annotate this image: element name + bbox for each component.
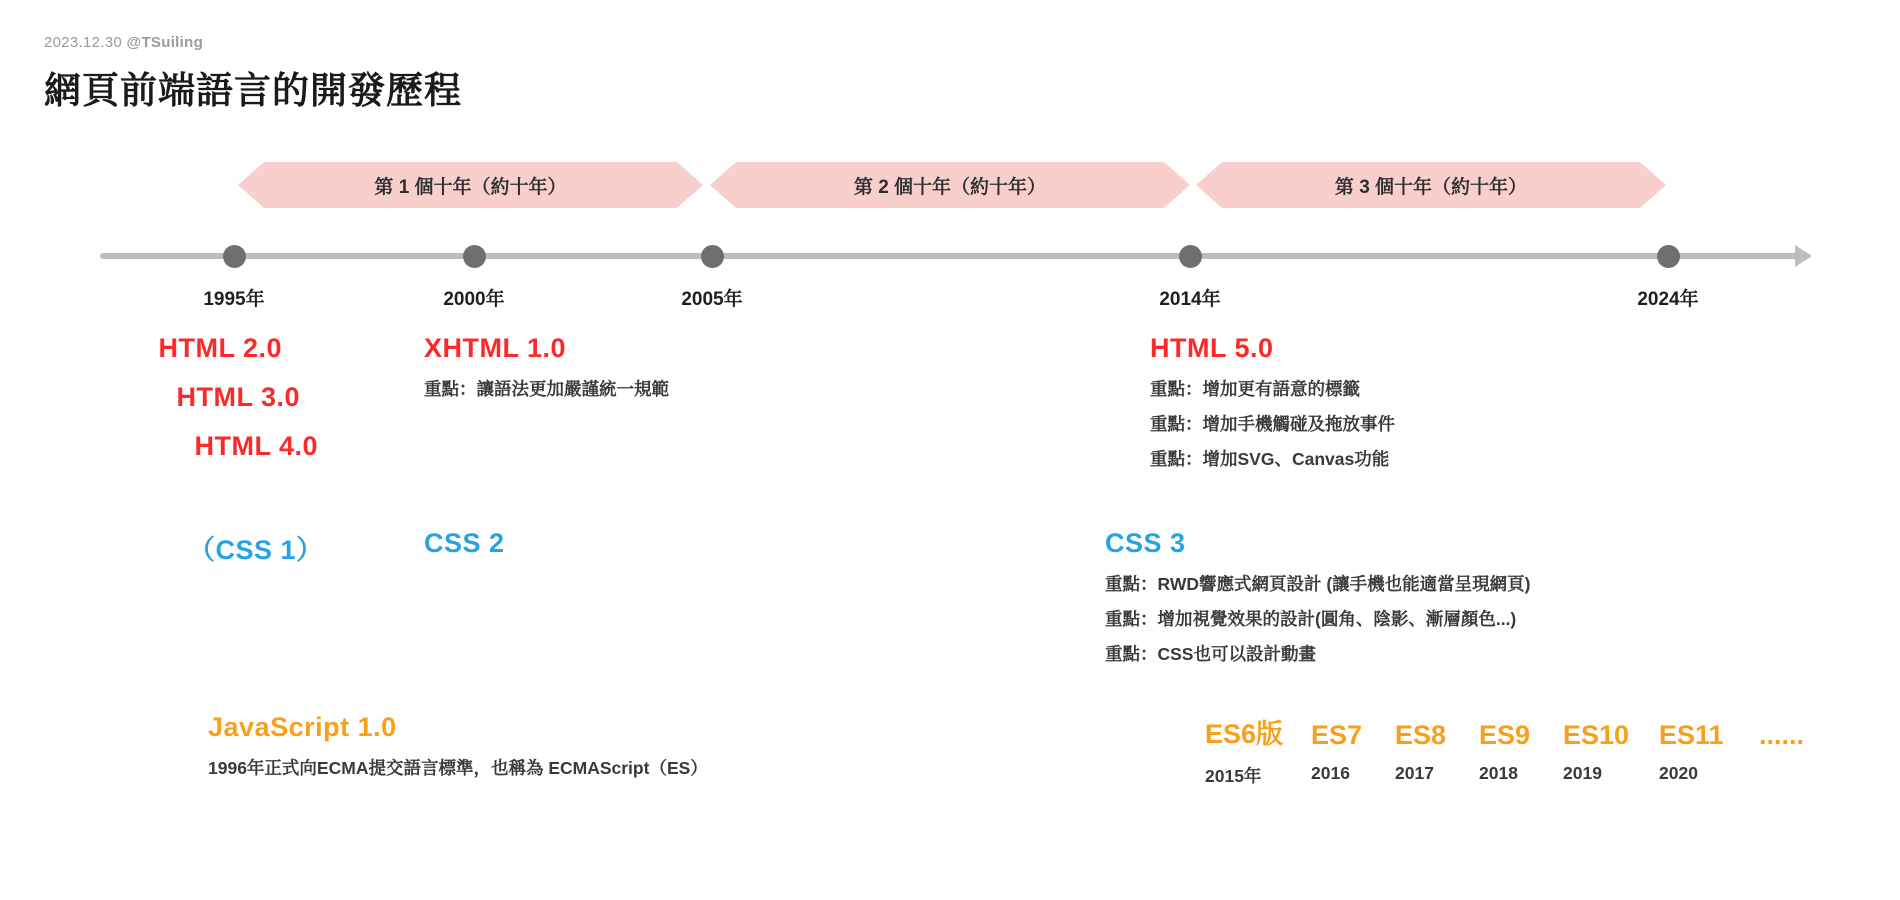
es-version: ES6版 — [1205, 719, 1284, 749]
es-year: 2020 — [1659, 763, 1698, 783]
decade-band-1 — [238, 162, 703, 208]
es-version-more: ...... — [1759, 720, 1805, 750]
css3-note-1: 重點：RWD響應式網頁設計 (讓手機也能適當呈現網頁) — [1105, 574, 1531, 594]
meta-date: 2023.12.30 — [44, 34, 123, 51]
es-version: ES10 — [1563, 720, 1630, 750]
decade-band-3 — [1196, 162, 1666, 208]
html-version-4: HTML 4.0 — [194, 431, 318, 461]
html-early-versions-group — [0, 333, 390, 462]
es-year: 2019 — [1563, 763, 1602, 783]
html5-note-2: 重點：增加手機觸碰及拖放事件 — [1150, 414, 1395, 434]
html-version-2: HTML 2.0 — [158, 333, 282, 363]
html5-note-3: 重點：增加SVG、Canvas功能 — [1150, 449, 1390, 469]
html5-group — [1150, 333, 1395, 471]
es-year: 2017 — [1395, 763, 1434, 783]
ecmascript-year-row — [1205, 763, 1849, 788]
es-version: ES11 — [1659, 720, 1724, 750]
xhtml-heading: XHTML 1.0 — [424, 333, 567, 363]
timeline-year-label: 1995年 — [203, 289, 265, 310]
es-year: 2016 — [1311, 763, 1350, 783]
xhtml-note-1: 重點：讓語法更加嚴謹統一規範 — [424, 379, 669, 399]
ecmascript-group — [1205, 712, 1849, 788]
decade-label: 第 1 個十年（約十年） — [374, 176, 567, 198]
javascript-note-1: 1996年正式向ECMA提交語言標準，也稱為 ECMAScript（ES） — [208, 758, 708, 778]
css3-group — [1105, 528, 1531, 666]
timeline-dot-1995 — [223, 245, 246, 268]
html5-note-1: 重點：增加更有語意的標籤 — [1150, 379, 1360, 399]
xhtml-group — [424, 333, 669, 401]
es-version: ES8 — [1395, 720, 1447, 750]
timeline-year-label: 2000年 — [443, 289, 505, 310]
javascript-group — [208, 712, 708, 780]
timeline-dot-2014 — [1179, 245, 1202, 268]
html-version-3: HTML 3.0 — [176, 382, 300, 412]
decade-band-2 — [710, 162, 1190, 208]
meta-line — [44, 34, 203, 51]
css2-heading: CSS 2 — [424, 528, 505, 558]
timeline-arrow-icon — [1795, 245, 1812, 267]
javascript-heading: JavaScript 1.0 — [208, 712, 397, 742]
css3-note-2: 重點：增加視覺效果的設計(圓角、陰影、漸層顏色...) — [1105, 609, 1517, 629]
css2-group — [424, 528, 505, 559]
timeline-year-label: 2024年 — [1637, 289, 1699, 310]
timeline-year-label: 2005年 — [681, 289, 743, 310]
es-year: 2018 — [1479, 763, 1518, 783]
css3-heading: CSS 3 — [1105, 528, 1186, 558]
timeline-year-label: 2014年 — [1159, 289, 1221, 310]
es-version: ES9 — [1479, 720, 1531, 750]
timeline-dot-2005 — [701, 245, 724, 268]
es-version: ES7 — [1311, 720, 1363, 750]
timeline-dot-2000 — [463, 245, 486, 268]
page-title: 網頁前端語言的開發歷程 — [44, 70, 462, 111]
decade-label: 第 2 個十年（約十年） — [853, 176, 1047, 198]
timeline-dot-2024 — [1657, 245, 1680, 268]
html5-heading: HTML 5.0 — [1150, 333, 1274, 363]
css1-group — [188, 528, 324, 567]
css1-heading: （CSS 1） — [188, 535, 324, 565]
css3-note-3: 重點：CSS也可以設計動畫 — [1105, 644, 1316, 664]
ecmascript-version-row — [1205, 712, 1849, 751]
es-year: 2015年 — [1205, 766, 1262, 786]
timeline-axis — [100, 253, 1800, 259]
meta-handle: @TSuiling — [126, 34, 204, 51]
decade-label: 第 3 個十年（約十年） — [1334, 176, 1528, 198]
